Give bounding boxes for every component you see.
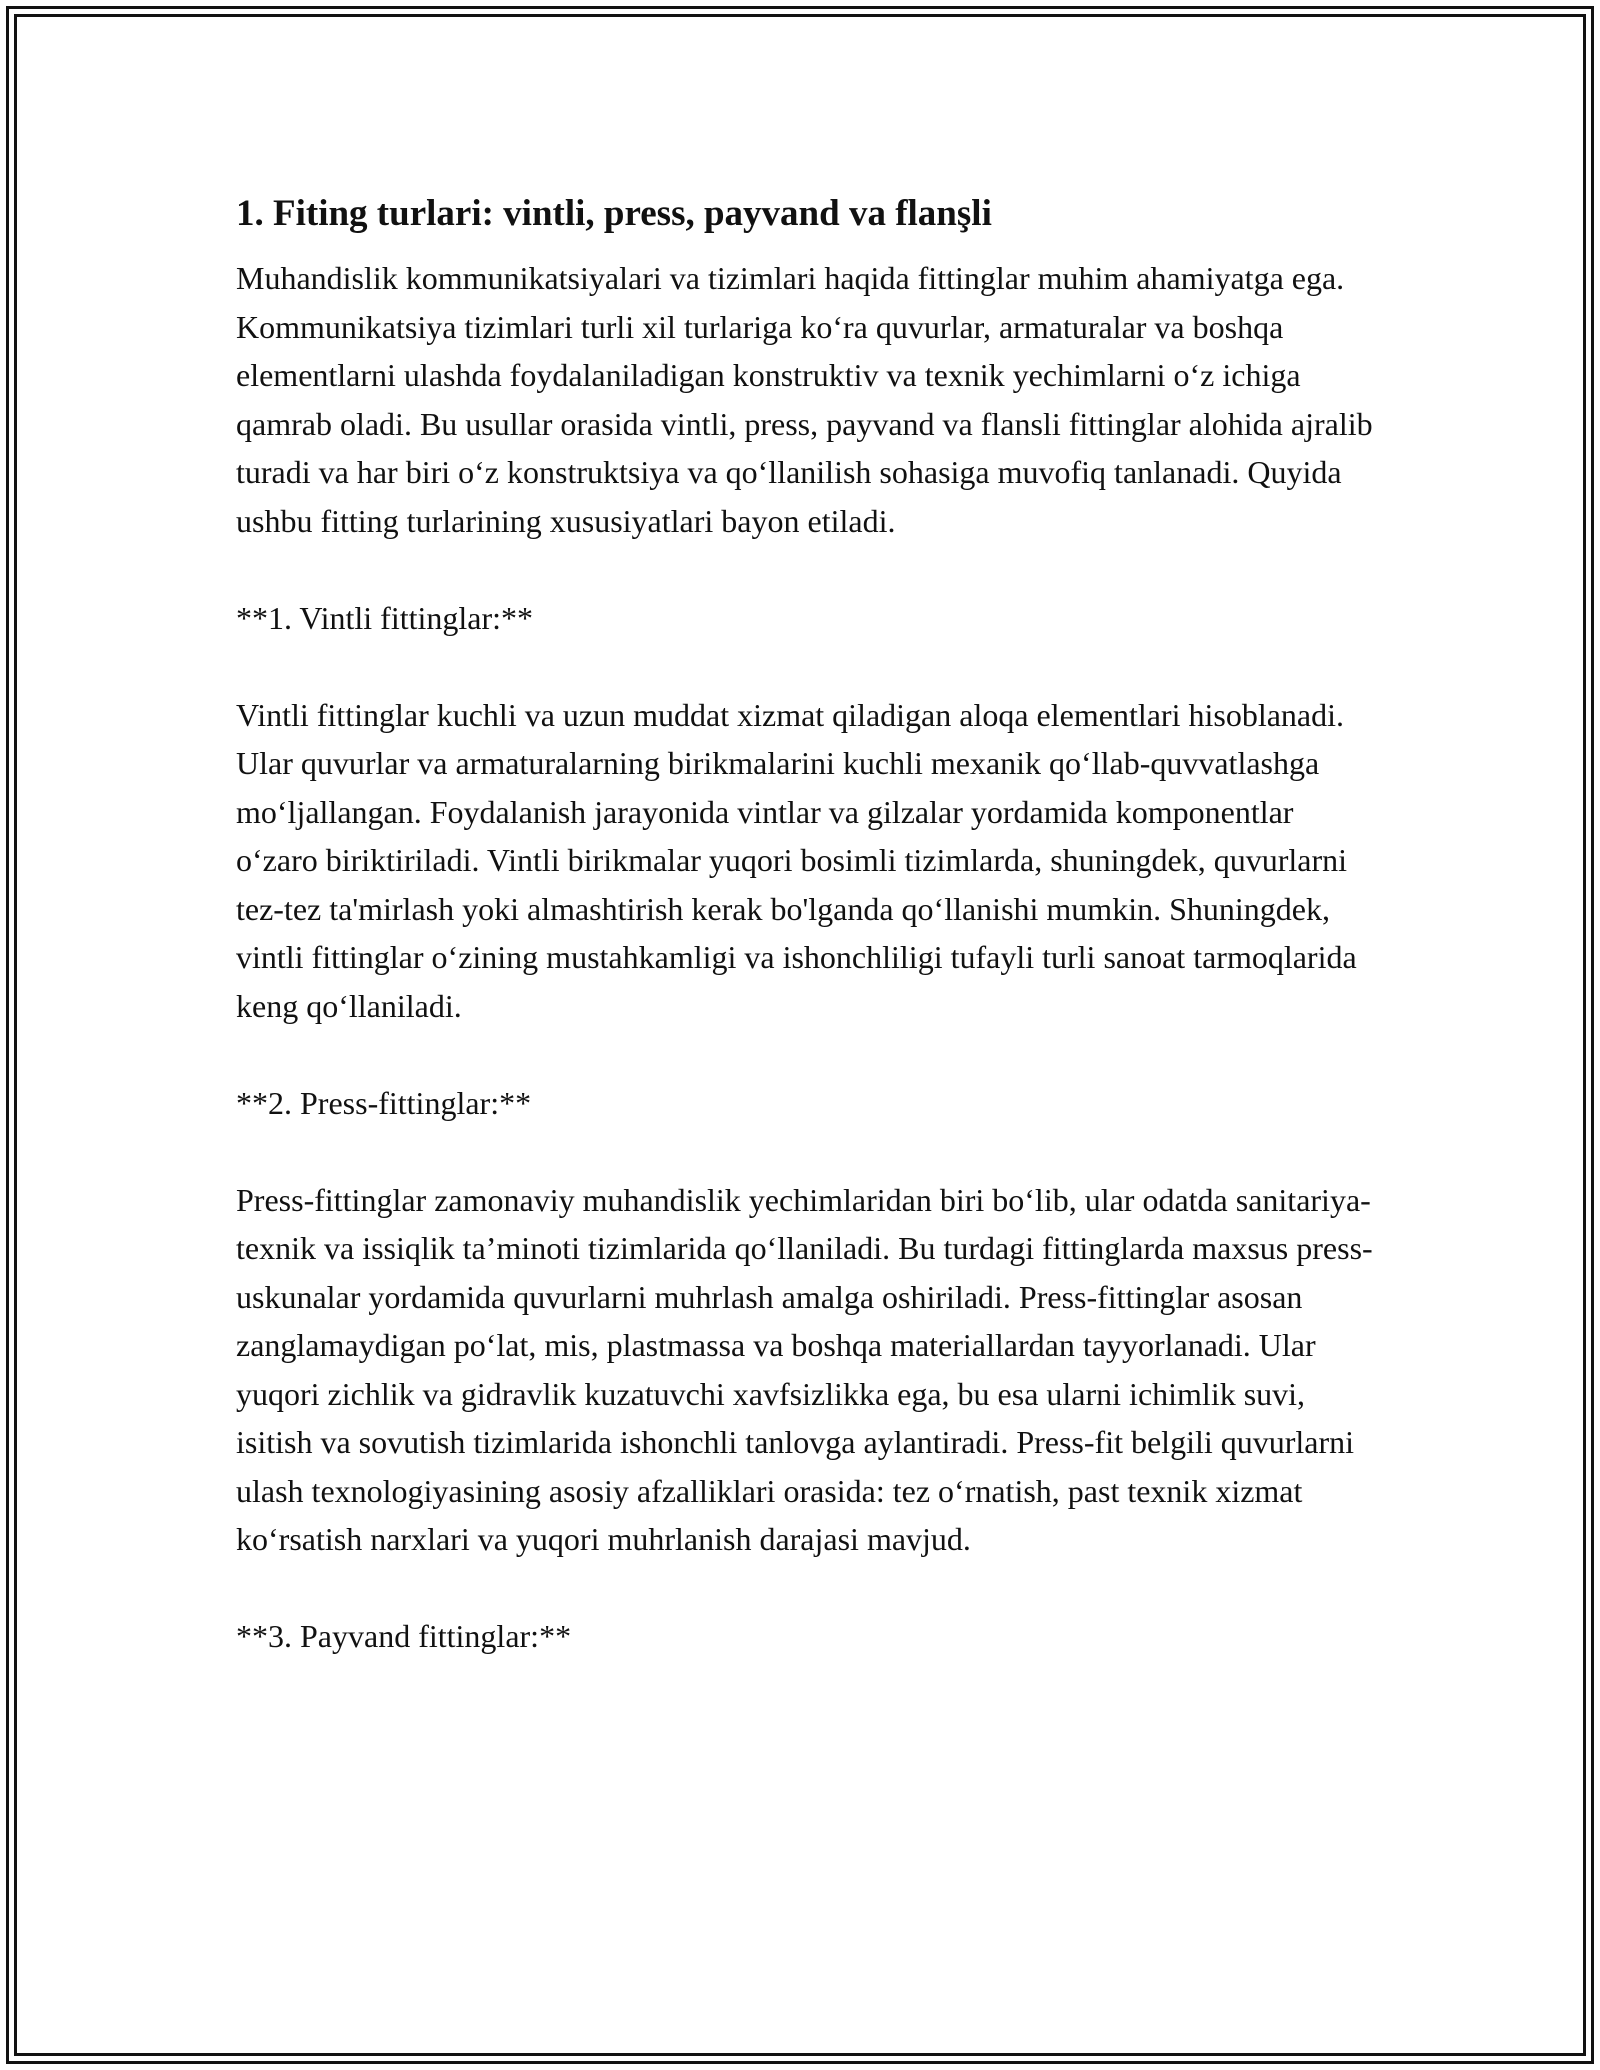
document-title: 1. Fiting turlari: vintli, press, payvand va flanşli [236, 193, 992, 234]
section-heading-payvand: **3. Payvand fittinglar:** [236, 1618, 572, 1654]
document-body [236, 186, 1376, 1709]
intro-paragraph: Muhandislik kommunikatsiyalari va tizimlari haqida fittinglar muhim ahamiyatga ega. Kommunikatsiya tizimlari turli xil turlariga koʻra quvurlar, armaturalar va boshqa elementlarni ulashda foydalaniladigan konstruktiv va texnik yechimlarni oʻz ichiga qamrab oladi. Bu usullar orasida vintli, press, payvand va flansli fittinglar alohida ajralib turadi va har biri oʻz konstruktsiya va qoʻllanilish sohasiga muvofiq tanlanadi. Quyida ushbu fitting turlarining xususiyatlari bayon etiladi. [236, 260, 1373, 539]
section-heading-press: **2. Press-fittinglar:** [236, 1084, 532, 1121]
section-body-vintli: Vintli fittinglar kuchli va uzun muddat xizmat qiladigan aloqa elementlari hisoblanadi. Ular quvurlar va armaturalarning birikmalarini kuchli mexanik qoʻllab-quvvatlashga moʻljallangan. Foydalanish jarayonida vintlar va gilzalar yordamida komponentlar oʻzaro biriktiriladi. Vintli birikmalar yuqori bosimli tizimlarda, shuningdek, quvurlarni tez-tez ta'mirlash yoki almashtirish kerak bo'lganda qoʻllanishi mumkin. Shuningdek, vintli fittinglar oʻzining mustahkamligi va ishonchliligi tufayli turli sanoat tarmoqlarida keng qoʻllaniladi. [236, 696, 1357, 1024]
section-body-press: Press-fittinglar zamonaviy muhandislik yechimlaridan biri boʻlib, ular odatda sanitariya-texnik va issiqlik ta’minoti tizimlarida qoʻllaniladi. Bu turdagi fittinglarda maxsus press-uskunalar yordamida quvurlarni muhrlash amalga oshiriladi. Press-fittinglar asosan zanglamaydigan poʻlat, mis, plastmassa va boshqa materiallardan tayyorlanadi. Ular yuqori zichlik va gidravlik kuzatuvchi xavfsizlikka ega, bu esa ularni ichimlik suvi, isitish va sovutish tizimlarida ishonchli tanlovga aylantiradi. Press-fit belgili quvurlarni ulash texnologiyasining asosiy afzalliklari orasida: tez oʻrnatish, past texnik xizmat koʻrsatish narxlari va yuqori muhrlanish darajasi mavjud. [236, 1181, 1373, 1557]
section-heading-vintli: **1. Vintli fittinglar:** [236, 599, 534, 636]
